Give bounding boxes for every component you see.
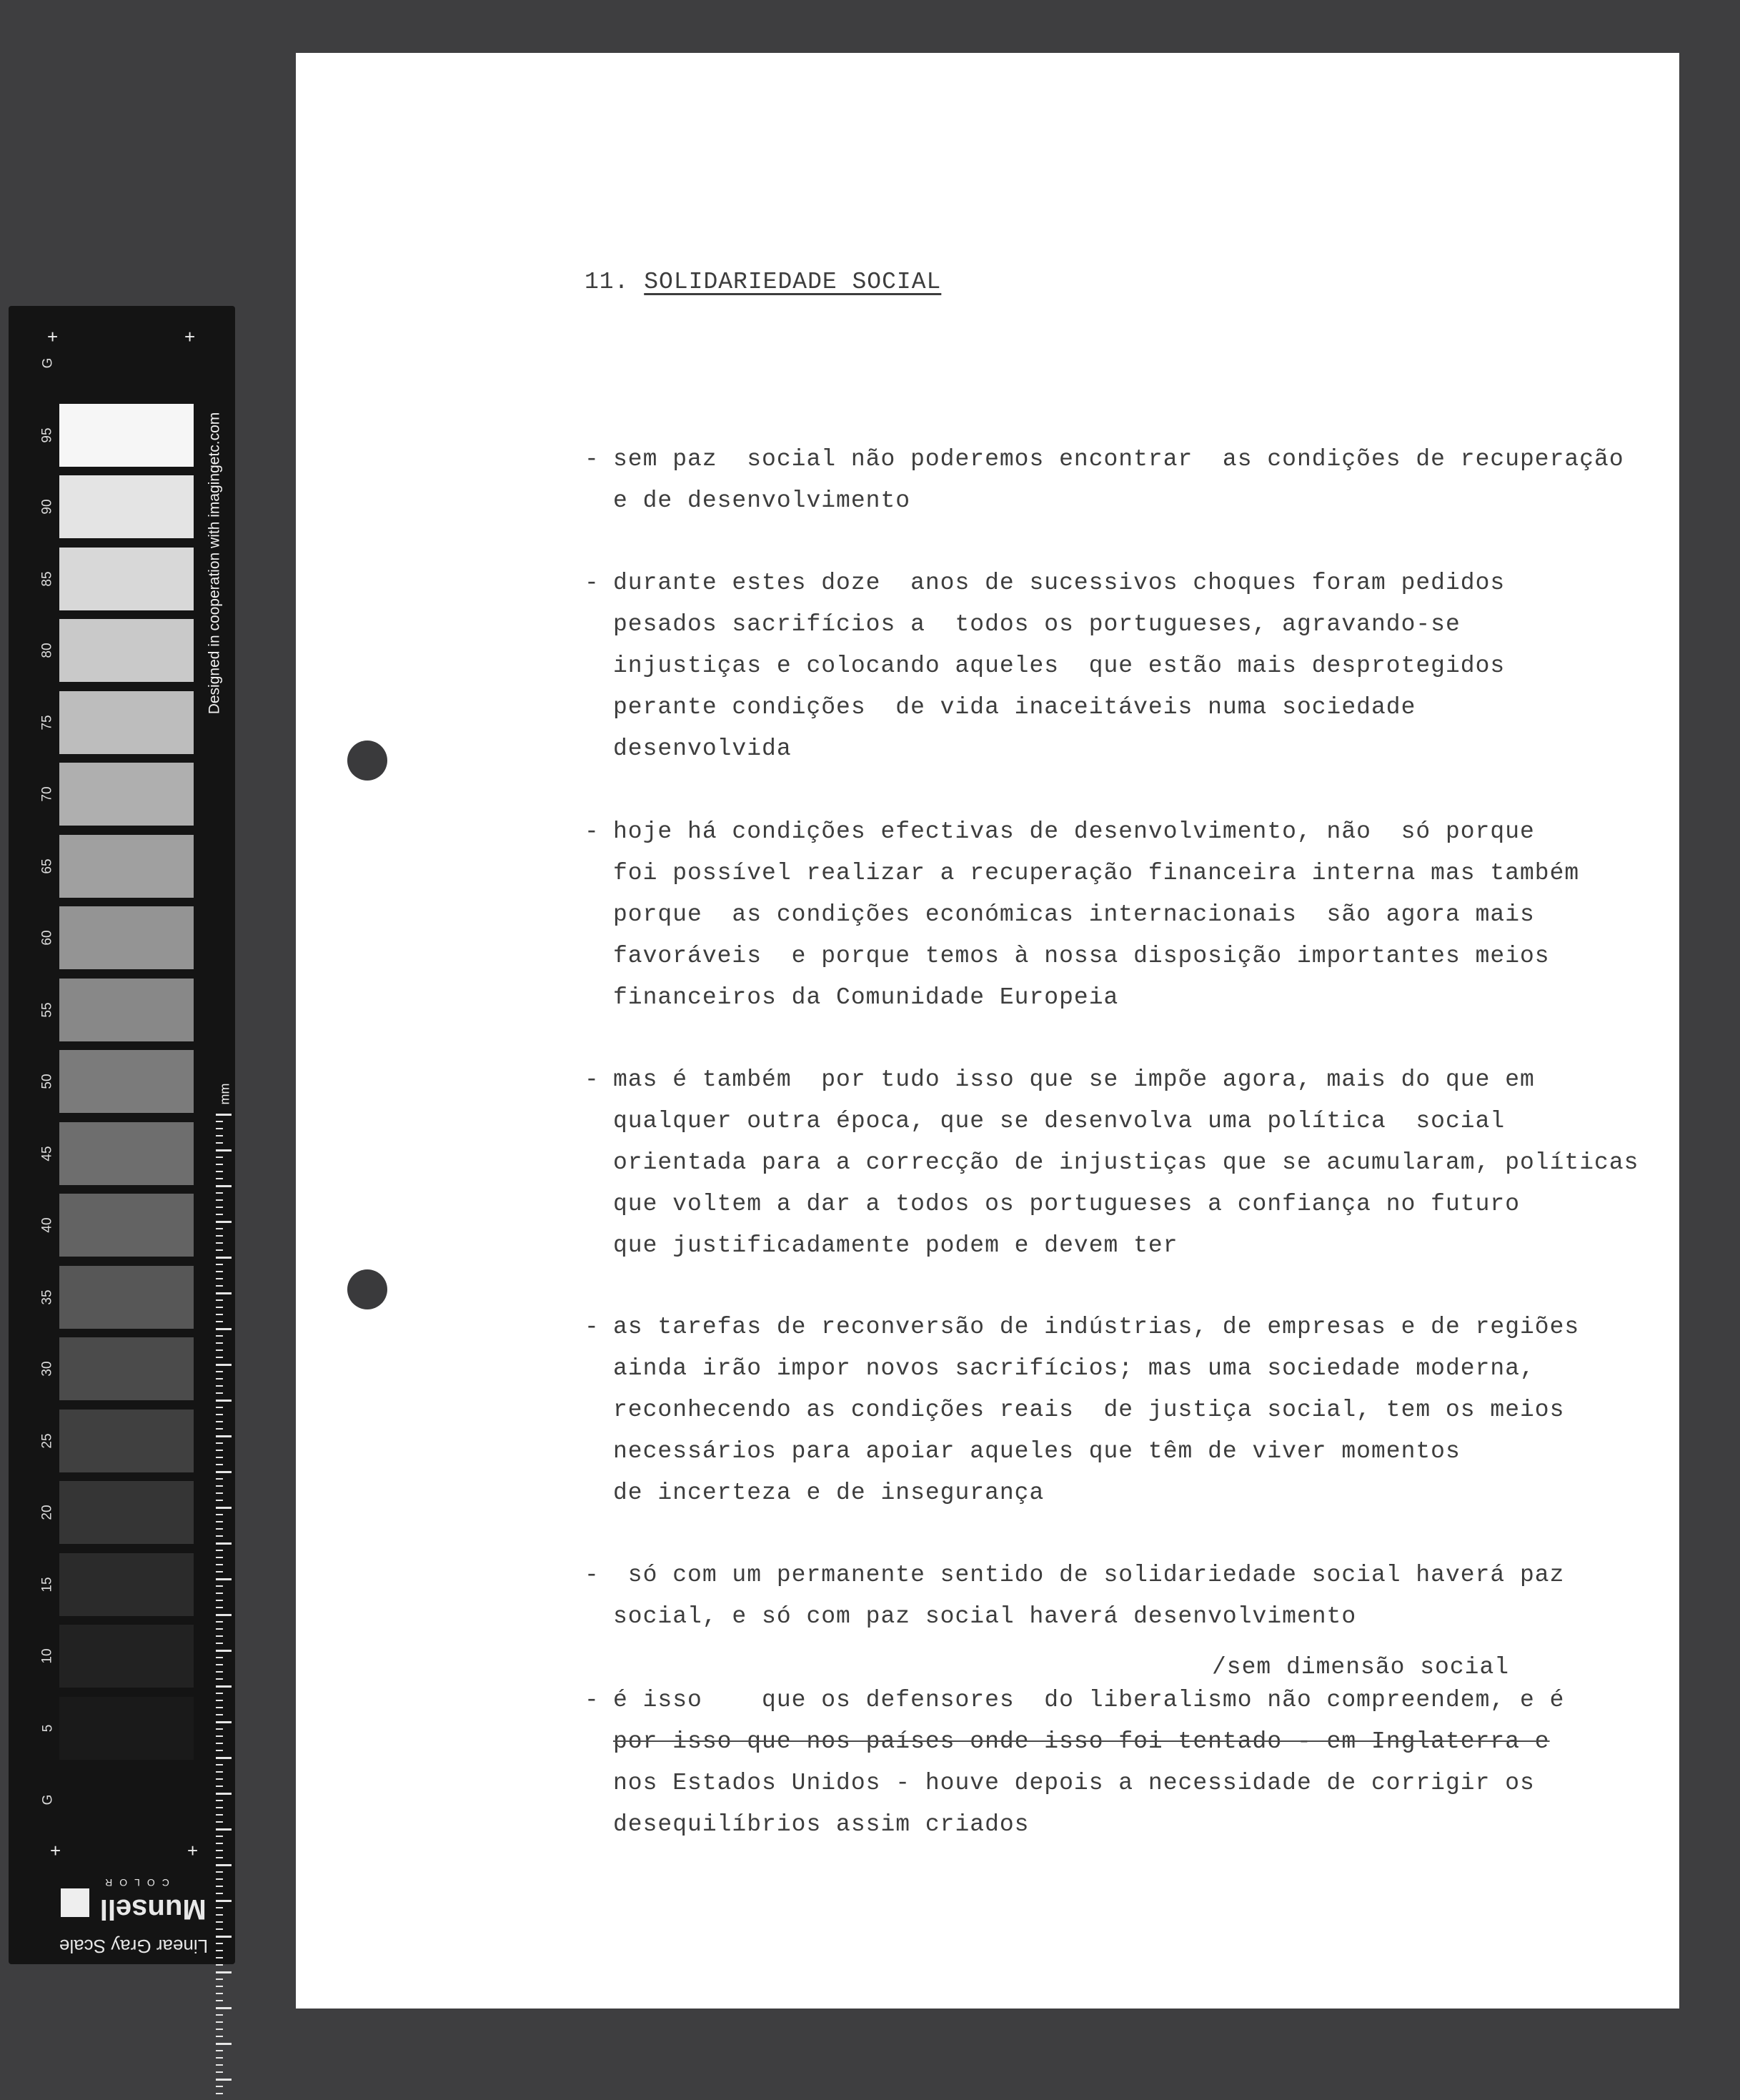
- gray-patch: [59, 1122, 194, 1185]
- text-line: social, e só com paz social haverá desenvolvimento: [613, 1603, 1357, 1630]
- patch-label: [37, 1266, 59, 1329]
- text-line: e de desenvolvimento: [613, 487, 911, 514]
- patch-label: [37, 619, 59, 682]
- gray-patch: [59, 835, 194, 898]
- card-credit: [193, 392, 236, 735]
- patch-label: [37, 1410, 59, 1472]
- patch-label: [37, 835, 59, 898]
- patch-label-text: 45: [39, 1146, 55, 1162]
- text-line: que voltem a dar a todos os portugueses a confiança no futuro: [613, 1191, 1520, 1217]
- mm-label: mm: [217, 1083, 232, 1105]
- patch-label-text: 95: [39, 427, 55, 443]
- plus-mark: +: [50, 1840, 61, 1861]
- patch-label-text: 15: [39, 1577, 55, 1593]
- text-line: mas é também por tudo isso que se impõe agora, mais do que em: [613, 1066, 1535, 1093]
- gray-patch: [59, 619, 194, 682]
- dash-bullet: -: [585, 1687, 599, 1713]
- text-line: as tarefas de reconversão de indústrias, de empresas e de regiões: [613, 1314, 1580, 1340]
- text-line: é isso que os defensores do liberalismo não compreendem, e é: [613, 1687, 1565, 1713]
- dash-bullet: -: [585, 1066, 599, 1093]
- credit-text: Designed in cooperation with imagingetc.com: [206, 412, 223, 715]
- dash-bullet: -: [585, 570, 599, 596]
- text-line: desenvolvida: [613, 736, 792, 762]
- patch-label: [37, 906, 59, 969]
- patch-label: [37, 979, 59, 1041]
- dash-bullet: -: [585, 1562, 599, 1588]
- text-line: que justificadamente podem e devem ter: [613, 1232, 1178, 1259]
- text-line: ainda irão impor novos sacrifícios; mas uma sociedade moderna,: [613, 1355, 1535, 1382]
- patch-label: [37, 1697, 59, 1760]
- dash-bullet: -: [585, 1314, 599, 1340]
- gray-patch: [59, 1697, 194, 1760]
- text-line: sem paz social não poderemos encontrar as condições de recuperação: [613, 446, 1624, 472]
- text-line: pesados sacrifícios a todos os portugueses, agravando-se: [613, 611, 1461, 638]
- patch-label: [37, 1625, 59, 1688]
- ruler-major-ticks: [216, 1114, 232, 2100]
- text-line: orientada para a correcção de injustiças que se acumularam, políticas: [613, 1149, 1639, 1176]
- brand-name: Munsell: [99, 1893, 207, 1925]
- text-line: financeiros da Comunidade Europeia: [613, 984, 1119, 1011]
- section-number: 11.: [585, 269, 630, 295]
- dash-bullet: -: [585, 818, 599, 845]
- patch-label-text: 40: [39, 1217, 55, 1233]
- text-line: favoráveis e porque temos à nossa disposição importantes meios: [613, 943, 1550, 969]
- text-line: nos Estados Unidos - houve depois a necessidade de corrigir os: [613, 1770, 1535, 1796]
- gray-patch: [59, 332, 194, 395]
- patch-label-text: 85: [39, 571, 55, 587]
- patch-label: [37, 1337, 59, 1400]
- gray-patch: [59, 691, 194, 754]
- card-footer: [51, 1878, 216, 1957]
- munsell-logo-icon: [61, 1888, 89, 1917]
- patch-label-text: G: [40, 1794, 55, 1806]
- text-line: foi possível realizar a recuperação financeira interna mas também: [613, 860, 1580, 886]
- gray-patch: [59, 404, 194, 467]
- gray-patch: [59, 1625, 194, 1688]
- document-page: [296, 53, 1679, 2009]
- patch-label-text: 80: [39, 643, 55, 658]
- text-line: de incerteza e de insegurança: [613, 1480, 1045, 1506]
- gray-patch: [59, 1266, 194, 1329]
- patch-label: [37, 475, 59, 538]
- patch-label-text: 55: [39, 1002, 55, 1018]
- patch-label: [37, 548, 59, 610]
- patch-label-text: 70: [39, 786, 55, 802]
- brand-sub: COLOR: [98, 1877, 169, 1889]
- gray-patch: [59, 1050, 194, 1113]
- patch-label-text: 10: [39, 1648, 55, 1664]
- gray-patch: [59, 548, 194, 610]
- scale-title: Linear Gray Scale: [59, 1936, 209, 1957]
- patch-label-text: 25: [39, 1433, 55, 1449]
- gray-patch: [59, 1553, 194, 1616]
- plus-mark: +: [187, 1840, 199, 1861]
- patch-label-text: 30: [39, 1361, 55, 1377]
- patch-label-text: 65: [39, 858, 55, 874]
- handwritten-insert: /sem dimensão social: [1212, 1654, 1510, 1680]
- punch-hole: [347, 1269, 387, 1309]
- patch-label-text: 50: [39, 1074, 55, 1089]
- text-line: porque as condições económicas internacionais são agora mais: [613, 901, 1535, 928]
- gray-patch: [59, 1768, 194, 1831]
- plus-mark: +: [184, 326, 196, 347]
- patch-label-text: 90: [39, 499, 55, 515]
- patch-label: [37, 691, 59, 754]
- gray-patch: [59, 1410, 194, 1472]
- patch-label: [37, 1050, 59, 1113]
- patch-label: [37, 404, 59, 467]
- gray-patch: [59, 1337, 194, 1400]
- patch-label-text: 5: [39, 1724, 55, 1733]
- section-heading: [585, 269, 941, 295]
- section-title: SOLIDARIEDADE SOCIAL: [644, 269, 942, 295]
- dash-bullet: -: [585, 446, 599, 472]
- patch-label: [37, 1481, 59, 1544]
- gray-patch: [59, 906, 194, 969]
- patch-label: [37, 1194, 59, 1257]
- gray-patch: [59, 1194, 194, 1257]
- struck-line: por isso que nos países onde isso foi tentado - em Inglaterra e: [613, 1728, 1550, 1755]
- text-line: qualquer outra época, que se desenvolva uma política social: [613, 1108, 1506, 1134]
- text-line: perante condições de vida inaceitáveis numa sociedade: [613, 694, 1416, 720]
- plus-mark: +: [47, 326, 59, 347]
- gray-patch: [59, 979, 194, 1041]
- text-line: hoje há condições efectivas de desenvolvimento, não só porque: [613, 818, 1535, 845]
- text-line: só com um permanente sentido de solidariedade social haverá paz: [613, 1562, 1565, 1588]
- gray-patch: [59, 763, 194, 826]
- text-line: desequilíbrios assim criados: [613, 1811, 1030, 1838]
- gray-patch: [59, 475, 194, 538]
- patch-label-text: 35: [39, 1289, 55, 1305]
- patch-label-text: G: [40, 357, 55, 369]
- text-line: reconhecendo as condições reais de justiça social, tem os meios: [613, 1397, 1565, 1423]
- text-line: durante estes doze anos de sucessivos choques foram pedidos: [613, 570, 1506, 596]
- patch-label: [37, 763, 59, 826]
- gray-patch: [59, 1481, 194, 1544]
- gray-scale-card: [9, 306, 235, 1964]
- patch-label: [37, 1768, 59, 1831]
- patch-label-text: 60: [39, 930, 55, 946]
- patch-label-text: 20: [39, 1505, 55, 1520]
- text-line: necessários para apoiar aqueles que têm de viver momentos: [613, 1438, 1461, 1465]
- text-line: injustiças e colocando aqueles que estão mais desprotegidos: [613, 653, 1506, 679]
- patch-label-text: 75: [39, 715, 55, 730]
- patch-label: [37, 1553, 59, 1616]
- patch-label: [37, 1122, 59, 1185]
- punch-hole: [347, 741, 387, 781]
